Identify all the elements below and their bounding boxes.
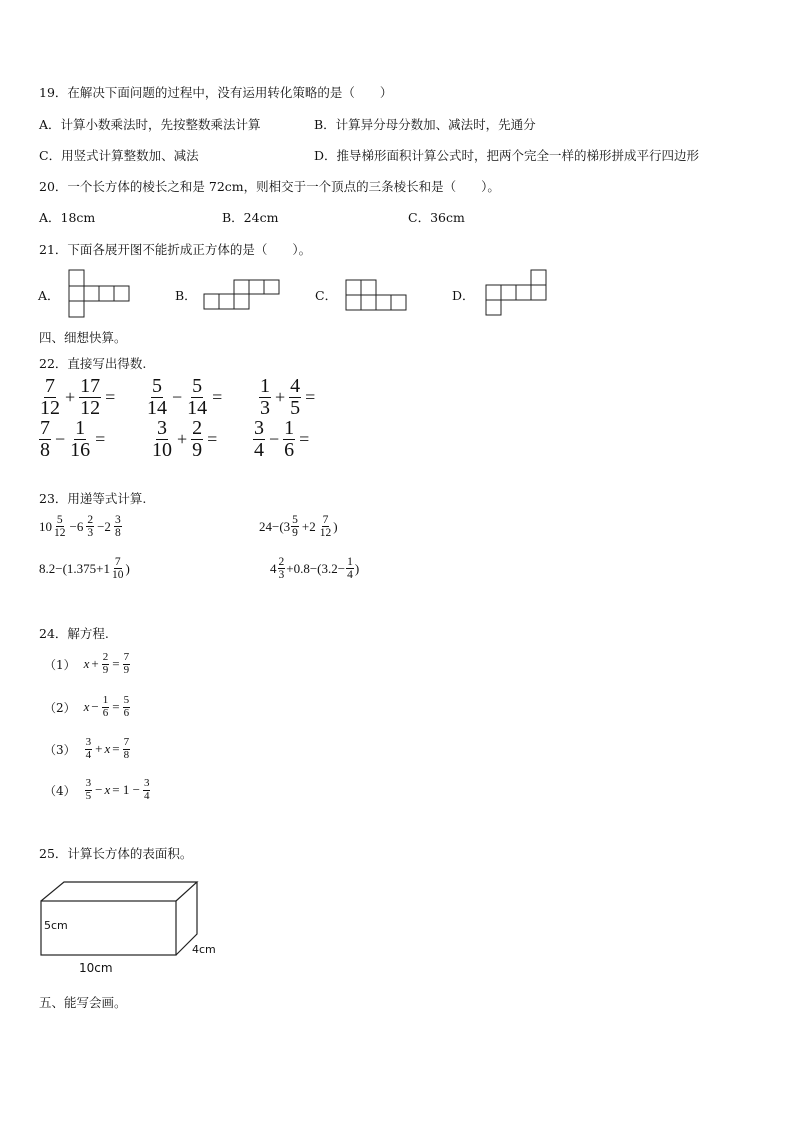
q19-option-a: A．计算小数乘法时，先按整数乘法计算 bbox=[39, 117, 261, 132]
q21-label-a: A． bbox=[38, 288, 60, 303]
q20-stem: 20．一个长方体的棱长之和是 72cm，则相交于一个顶点的三条棱长和是（ ）。 bbox=[39, 179, 500, 194]
q25-stem: 25．计算长方体的表面积。 bbox=[39, 846, 193, 861]
q19-stem: 19．在解决下面问题的过程中，没有运用转化策略的是（ ） bbox=[39, 85, 393, 100]
q19-option-d: D．推导梯形面积计算公式时，把两个完全一样的梯形拼成平行四边形 bbox=[314, 148, 700, 163]
q24-stem: 24．解方程. bbox=[39, 626, 109, 641]
q20-option-b: B．24cm bbox=[222, 210, 279, 225]
q23-stem: 23．用递等式计算. bbox=[39, 491, 147, 506]
q23-expr-1: 10 $\frac{5}{12}$ −6 $\frac{2}{3}$ −2 $\frac{3}{8}$ bbox=[39, 514, 121, 540]
q23-expr-2: 24−(3 $\frac{5}{9}$ +2 $\frac{7}{12}$ ) bbox=[259, 514, 338, 540]
q21-stem: 21．下面各展开图不能折成正方体的是（ ）。 bbox=[39, 242, 312, 257]
q22-stem: 22．直接写出得数. bbox=[39, 356, 147, 371]
q20-option-c: C．36cm bbox=[408, 210, 465, 225]
q21-label-c: C． bbox=[315, 288, 338, 303]
q24-equation-3: （3） $\frac{3}{4}$ + x = $\frac{7}{8}$ bbox=[44, 736, 130, 761]
cuboid-width-label: 4cm bbox=[192, 943, 216, 956]
q22-expr-4: $\frac{7}{8}$ − $\frac{1}{16}$ = bbox=[40, 417, 106, 461]
q22-expr-5: $\frac{3}{10}$ + $\frac{2}{9}$ = bbox=[152, 417, 218, 461]
q19-option-b: B．计算异分母分数加、减法时，先通分 bbox=[314, 117, 536, 132]
q22-expr-2: $\frac{5}{14}$ − $\frac{5}{14}$ = bbox=[147, 375, 223, 419]
q24-equation-1: （1） x + $\frac{2}{9}$ = $\frac{7}{9}$ bbox=[44, 651, 130, 676]
q23-expr-3: 8.2−(1.375+1 $\frac{7}{10}$ ) bbox=[39, 556, 130, 582]
section-five-heading: 五、能写会画。 bbox=[39, 995, 127, 1010]
q22-expr-6: $\frac{3}{4}$ − $\frac{1}{6}$ = bbox=[254, 417, 310, 461]
cuboid-length-label: 10cm bbox=[79, 961, 113, 975]
q22-expr-3: $\frac{1}{3}$ + $\frac{4}{5}$ = bbox=[260, 375, 316, 419]
q21-label-d: D． bbox=[452, 288, 475, 303]
cuboid-height-label: 5cm bbox=[44, 919, 68, 932]
q23-expr-4: 4 $\frac{2}{3}$ +0.8−(3.2− $\frac{1}{4}$ ) bbox=[270, 556, 360, 582]
section-four-heading: 四、细想快算。 bbox=[39, 330, 127, 345]
q24-equation-4: （4） $\frac{3}{5}$ − x = 1 − $\frac{3}{4}$ bbox=[44, 777, 150, 802]
q19-option-c: C．用竖式计算整数加、减法 bbox=[39, 148, 199, 163]
q22-expr-1: $\frac{7}{12}$ + $\frac{17}{12}$ = bbox=[40, 375, 116, 419]
q20-option-a: A．18cm bbox=[39, 210, 96, 225]
q24-equation-2: （2） x − $\frac{1}{6}$ = $\frac{5}{6}$ bbox=[44, 694, 130, 719]
q21-label-b: B． bbox=[175, 288, 197, 303]
